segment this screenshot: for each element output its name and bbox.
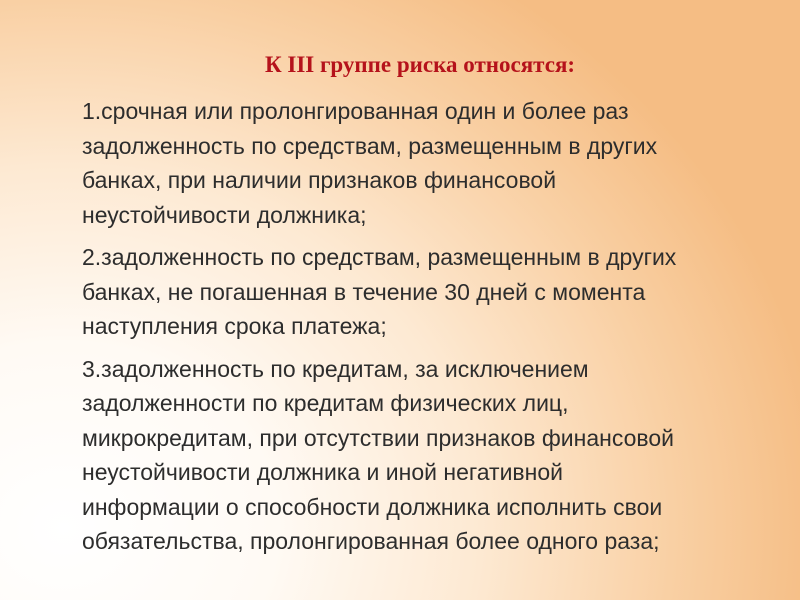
text-line: информации о способности должника исполнить свои [82,493,663,520]
text-line: обязательства, пролонгированная более одного раза; [82,528,660,554]
text-line: неустойчивости должника и иной негативной [82,459,563,485]
slide-body [42,94,768,567]
slide-title: К III группе риска относятся: [264,52,576,77]
text-line: 3.задолженность по кредитам, за исключением [82,355,589,382]
list-item-2 [42,240,768,344]
text-line: задолженности по кредитам физических лиц, [82,390,569,416]
text-line: 2.задолженность по средствам, размещенным в других [82,244,677,270]
list-item-3 [42,352,768,559]
text-line: банках, при наличии признаков финансовой [82,167,557,193]
text-line: неустойчивости должника; [82,201,367,228]
text-line: микрокредитам, при отсутствии признаков финансовой [82,424,675,451]
text-line: задолженность по средствам, размещенным в других [82,132,658,159]
text-line: 1.срочная или пролонгированная один и более раз [82,98,629,124]
text-line: банках, не погашенная в течение 30 дней с момента [82,278,646,305]
text-line: наступления срока платежа; [82,313,387,339]
list-item-1 [42,94,768,232]
